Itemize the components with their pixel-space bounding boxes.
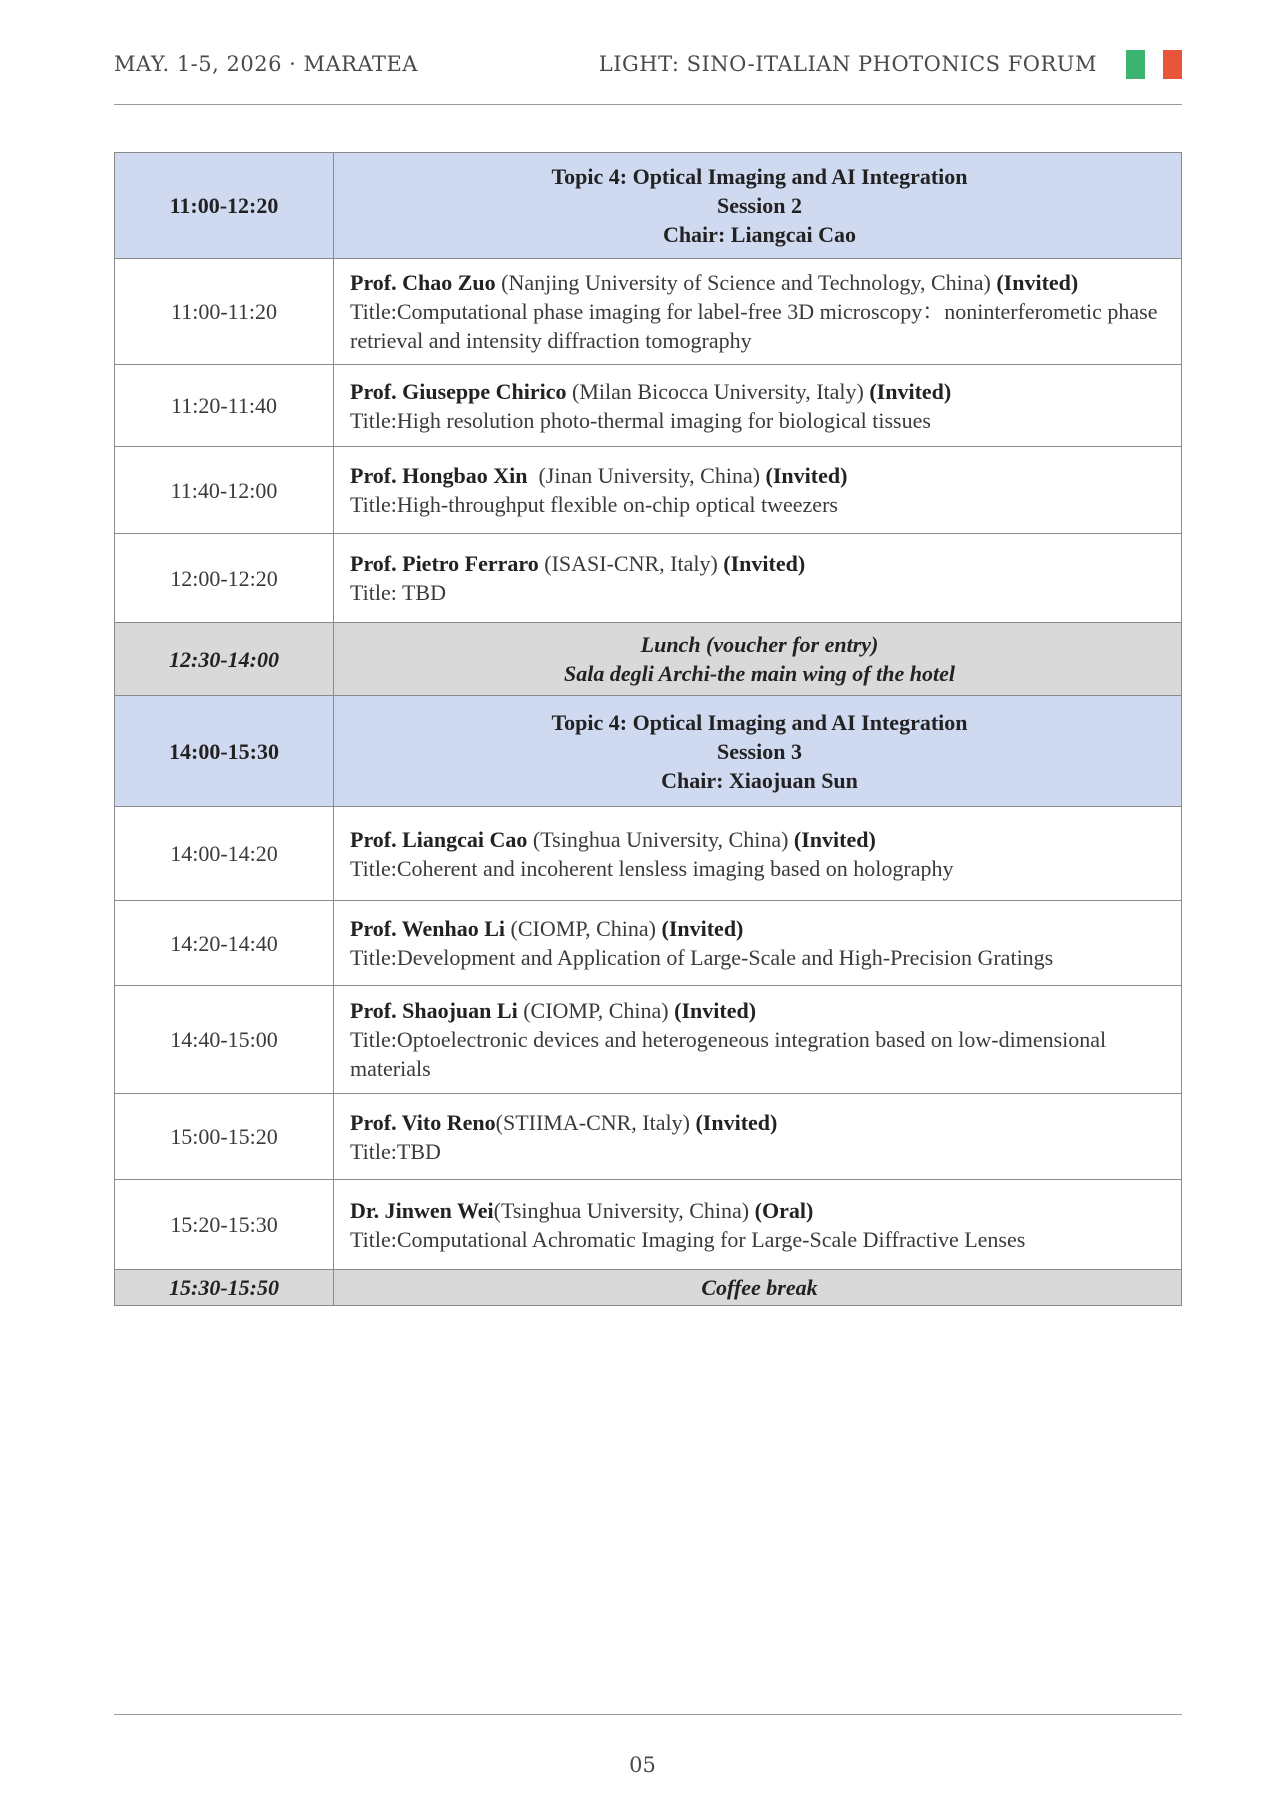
presentation-type: (Invited) bbox=[661, 916, 744, 941]
session-heading-line: Session 2 bbox=[717, 193, 802, 218]
footer-divider bbox=[114, 1714, 1182, 1715]
talk-row bbox=[115, 259, 1182, 365]
event-date-location: MAY. 1-5, 2026 · MARATEA bbox=[114, 52, 418, 76]
talk-title: Title:Computational phase imaging for label-free 3D microscopy：noninterferometic phase retrieval and intensity diffraction tomography bbox=[350, 299, 1158, 353]
speaker-line bbox=[350, 461, 1169, 490]
time-cell: 14:00-15:30 bbox=[115, 696, 334, 807]
speaker-name: Dr. Jinwen Wei bbox=[350, 1197, 494, 1223]
speaker-affiliation: (STIIMA-CNR, Italy) bbox=[495, 1109, 696, 1135]
speaker-affiliation: (Milan Bicocca University, Italy) bbox=[566, 378, 870, 404]
presentation-type: (Oral) bbox=[754, 1197, 814, 1223]
page-number: 05 bbox=[629, 1753, 656, 1777]
time-cell: 11:00-12:20 bbox=[115, 153, 334, 259]
presentation-type: (Invited) bbox=[869, 378, 952, 404]
content-cell bbox=[334, 259, 1182, 365]
talk-title: Title:TBD bbox=[350, 1138, 441, 1164]
header-divider bbox=[114, 104, 1182, 105]
talk-title: Title:High-throughput flexible on-chip optical tweezers bbox=[350, 492, 838, 517]
time-cell: 11:00-11:20 bbox=[115, 259, 334, 365]
speaker-line bbox=[350, 825, 1169, 854]
schedule-table bbox=[114, 152, 1182, 1306]
break-label-line: Coffee break bbox=[701, 1275, 818, 1300]
talk-row bbox=[115, 447, 1182, 534]
session-header-row bbox=[115, 153, 1182, 259]
content-cell bbox=[334, 807, 1182, 901]
session-heading-line: Chair: Liangcai Cao bbox=[662, 222, 857, 247]
speaker-name: Prof. Hongbao Xin bbox=[350, 463, 528, 488]
break-label-line: Sala degli Archi-the main wing of the hotel bbox=[564, 661, 955, 686]
talk-row bbox=[115, 1094, 1182, 1180]
presentation-type: (Invited) bbox=[793, 826, 876, 852]
speaker-line bbox=[350, 914, 1169, 943]
content-cell bbox=[334, 534, 1182, 623]
speaker-affiliation: (Tsinghua University, China) bbox=[527, 826, 794, 852]
presentation-type: (Invited) bbox=[674, 998, 757, 1023]
presentation-type: (Invited) bbox=[723, 551, 806, 576]
speaker-line bbox=[350, 1196, 1169, 1225]
session-header-row bbox=[115, 696, 1182, 807]
page-header bbox=[114, 48, 1182, 88]
presentation-type: (Invited) bbox=[996, 270, 1079, 295]
presentation-type: (Invited) bbox=[765, 463, 848, 488]
time-cell: 15:00-15:20 bbox=[115, 1094, 334, 1180]
content-cell bbox=[334, 153, 1182, 259]
content-cell bbox=[334, 696, 1182, 807]
talk-row bbox=[115, 986, 1182, 1094]
talk-row bbox=[115, 901, 1182, 986]
speaker-affiliation: (Jinan University, China) bbox=[527, 463, 766, 488]
talk-row bbox=[115, 807, 1182, 901]
session-heading-line: Topic 4: Optical Imaging and AI Integration bbox=[551, 164, 968, 189]
session-heading-line: Session 3 bbox=[717, 738, 802, 764]
session-heading-line: Topic 4: Optical Imaging and AI Integration bbox=[551, 709, 968, 735]
speaker-affiliation: (Tsinghua University, China) bbox=[493, 1197, 755, 1223]
speaker-name: Prof. Chao Zuo bbox=[350, 270, 496, 295]
flag-green-bar bbox=[1126, 50, 1145, 79]
talk-row bbox=[115, 365, 1182, 447]
break-row bbox=[115, 623, 1182, 696]
speaker-line bbox=[350, 377, 1169, 406]
event-title: LIGHT: SINO-ITALIAN PHOTONICS FORUM bbox=[598, 52, 1097, 76]
content-cell bbox=[334, 365, 1182, 447]
speaker-line bbox=[350, 268, 1169, 297]
talk-row bbox=[115, 1180, 1182, 1270]
time-cell: 12:00-12:20 bbox=[115, 534, 334, 623]
talk-row bbox=[115, 534, 1182, 623]
speaker-line bbox=[350, 996, 1169, 1025]
time-cell: 15:30-15:50 bbox=[115, 1270, 334, 1306]
session-heading-line: Chair: Xiaojuan Sun bbox=[661, 767, 858, 793]
break-label-line: Lunch (voucher for entry) bbox=[640, 632, 879, 657]
content-cell bbox=[334, 1270, 1182, 1306]
flag-red-bar bbox=[1163, 50, 1182, 79]
presentation-type: (Invited) bbox=[695, 1109, 778, 1135]
break-row bbox=[115, 1270, 1182, 1306]
speaker-line bbox=[350, 549, 1169, 578]
talk-title: Title:Coherent and incoherent lensless imaging based on holography bbox=[350, 855, 954, 881]
content-cell bbox=[334, 447, 1182, 534]
talk-title: Title:Computational Achromatic Imaging for Large-Scale Diffractive Lenses bbox=[350, 1226, 1026, 1252]
content-cell bbox=[334, 986, 1182, 1094]
speaker-name: Prof. Vito Reno bbox=[350, 1109, 496, 1135]
speaker-affiliation: (CIOMP, China) bbox=[517, 998, 675, 1023]
speaker-line bbox=[350, 1108, 1169, 1137]
speaker-name: Prof. Liangcai Cao bbox=[350, 826, 528, 852]
speaker-affiliation: (CIOMP, China) bbox=[505, 916, 662, 941]
speaker-affiliation: (ISASI-CNR, Italy) bbox=[538, 551, 724, 576]
talk-title: Title:High resolution photo-thermal imaging for biological tissues bbox=[350, 407, 931, 433]
talk-title: Title:Development and Application of Large-Scale and High-Precision Gratings bbox=[350, 945, 1054, 970]
speaker-name: Prof. Giuseppe Chirico bbox=[350, 378, 567, 404]
speaker-name: Prof. Shaojuan Li bbox=[350, 998, 518, 1023]
content-cell bbox=[334, 623, 1182, 696]
time-cell: 11:20-11:40 bbox=[115, 365, 334, 447]
time-cell: 15:20-15:30 bbox=[115, 1180, 334, 1270]
time-cell: 11:40-12:00 bbox=[115, 447, 334, 534]
content-cell bbox=[334, 901, 1182, 986]
time-cell: 14:00-14:20 bbox=[115, 807, 334, 901]
speaker-affiliation: (Nanjing University of Science and Technology, China) bbox=[495, 270, 997, 295]
talk-title: Title:Optoelectronic devices and heterogeneous integration based on low-dimensional materials bbox=[350, 1027, 1107, 1081]
time-cell: 14:40-15:00 bbox=[115, 986, 334, 1094]
speaker-name: Prof. Pietro Ferraro bbox=[350, 551, 539, 576]
content-cell bbox=[334, 1180, 1182, 1270]
time-cell: 14:20-14:40 bbox=[115, 901, 334, 986]
time-cell: 12:30-14:00 bbox=[115, 623, 334, 696]
content-cell bbox=[334, 1094, 1182, 1180]
talk-title: Title: TBD bbox=[350, 580, 446, 605]
speaker-name: Prof. Wenhao Li bbox=[350, 916, 506, 941]
